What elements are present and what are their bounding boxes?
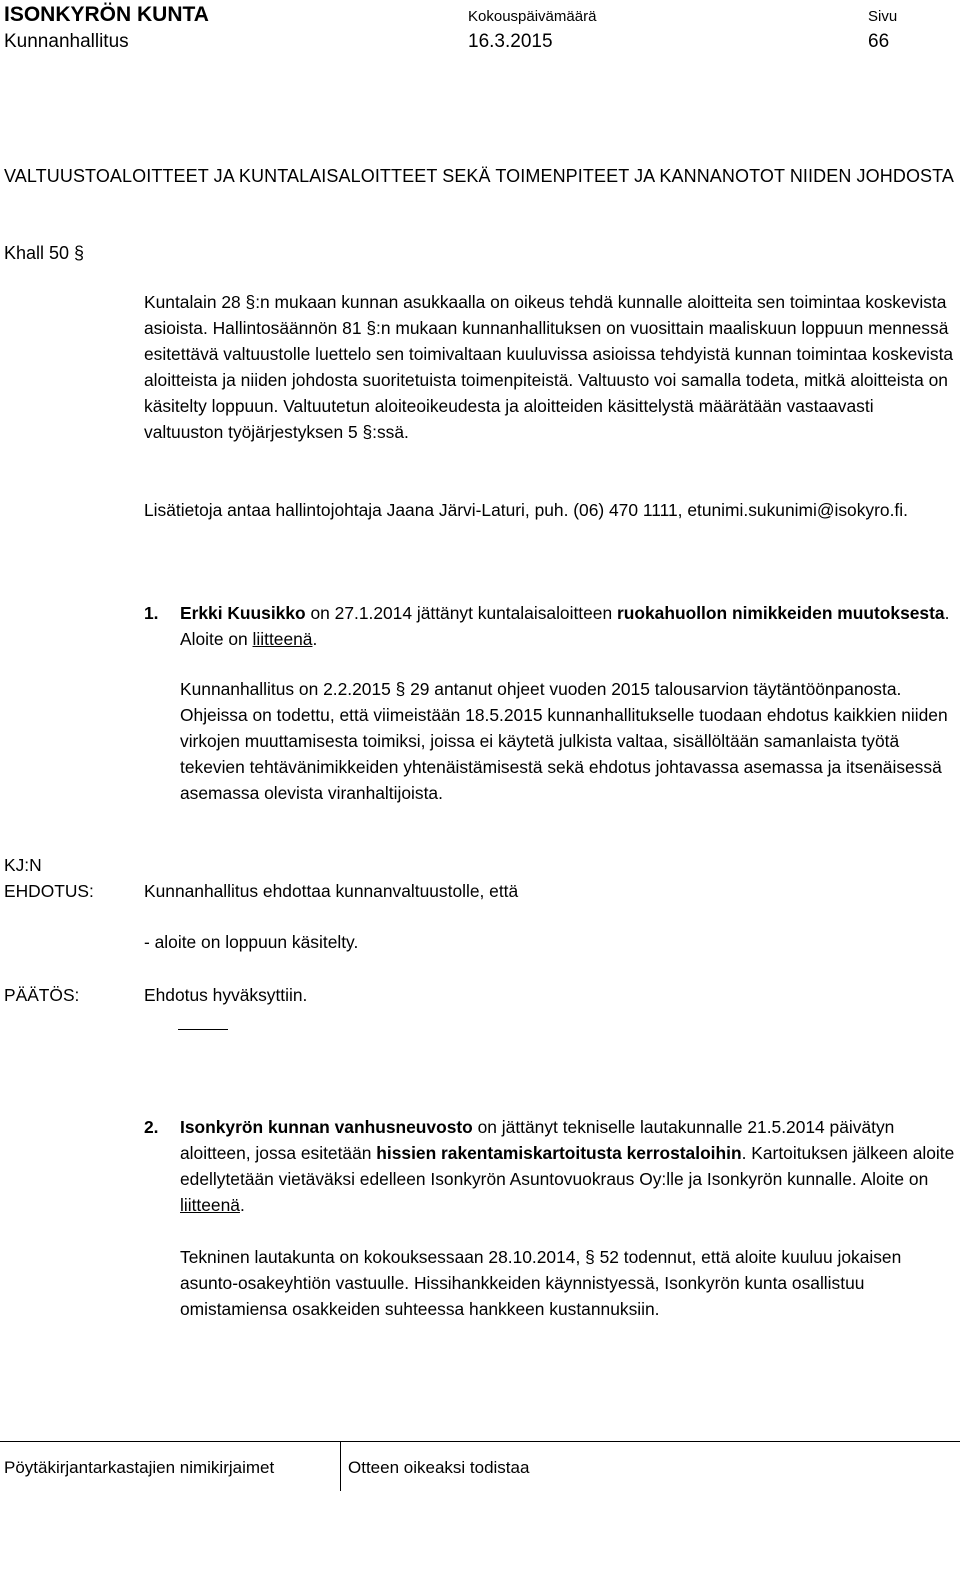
page-label: Sivu [868,8,898,25]
kjn-label: KJ:N [4,855,42,875]
item-text-c: . [312,629,318,649]
item-text-b: . Kartoituksen jälkeen aloite edellytetään vietäväksi edelleen Isonkyrön Asuntovuokraus Oy:lle ja Isonkyrön kunnalle. Aloite on [180,1143,955,1189]
footer-divider [340,1441,341,1491]
decision-label: PÄÄTÖS: [4,985,80,1005]
intro-text-1: Kuntalain 28 §:n mukaan kunnan asukkaalla on oikeus tehdä kunnalle aloitteita sen toimintaa koskevista asioista. Hallintosäännön 81 §:n mukaan kunnanhallituksen on vuosittain maaliskuun loppuun mennessä esitettävä valtuustolle luettelo sen toimivaltaan kuuluvissa asioissa tehdyistä kunnan toimintaa koskevista aloitteista ja niiden johdosta suoritetuista toimenpiteistä. Valtuusto voi samalla todeta, mitkä aloitteista on käsitelty loppuun. Valtuutetun aloiteoikeudesta ja aloitteiden käsittelystä määrätään vastaavasti valtuuston työjärjestyksen 5 §:ssä. [144,292,954,442]
followup-text: Tekninen lautakunta on kokouksessaan 28.10.2014, § 52 todennut, että aloite kuuluu jokaisen asunto-osakeyhtiön vastuulle. Hissihankkeiden käynnistyessä, Isonkyrön kunta osallistuu omistamiensa osakkeiden suhteessa hankkeen kustannuksiin. [180,1247,902,1319]
item-text-a: on 27.1.2014 jättänyt kuntalaisaloitteen [305,603,617,623]
footer-certified-label: Otteen oikeaksi todistaa [348,1458,530,1477]
item-author: Isonkyrön kunnan vanhusneuvosto [180,1117,473,1137]
section-number: Khall 50 § [4,243,85,263]
followup-text: Kunnanhallitus on 2.2.2015 § 29 antanut ohjeet vuoden 2015 talousarvion täytäntöönpanosta. Ohjeissa on todettu, että viimeistään 18.5.2015 kunnanhallitukselle tuodaan ehdotus kaikkien niiden virkojen muuttamisesta toimiksi, joissa ei käytetä julkista valtaa, sisällöltään samanlaista työtä tekevien tehtävänimikkeiden yhtenäistämisestä sekä ehdotus johtavassa asemassa ja itsenäisessä asemassa olevista viranhaltijoista. [180,679,948,803]
body-name: Kunnanhallitus [4,31,129,52]
attachment-link[interactable]: liitteenä [252,629,313,649]
proposal-bullet: - aloite on loppuun käsitelty. [144,932,359,952]
item-text [180,1114,956,1218]
item-1-followup [180,676,956,806]
date-label: Kokouspäivämäärä [468,8,597,25]
page-number: 66 [868,31,890,52]
intro-paragraph-1 [144,289,956,445]
item-text-c: . [239,1195,245,1215]
initiative-item-1 [144,600,956,654]
item-text [180,600,956,652]
item-2-followup [180,1244,956,1322]
item-subject: hissien rakentamiskartoitusta kerrostaloihin [376,1143,742,1163]
separator-line [178,1029,228,1030]
document-title: VALTUUSTOALOITTEET JA KUNTALAISALOITTEET SEKÄ TOIMENPITEET JA KANNANOTOT NIIDEN JOHDOSTA [4,166,955,186]
organization-name: ISONKYRÖN KUNTA [4,3,209,26]
footer-rule [0,1441,960,1442]
proposal-text: Kunnanhallitus ehdottaa kunnanvaltuustolle, että [144,881,519,901]
decision-text: Ehdotus hyväksyttiin. [144,985,308,1005]
attachment-link[interactable]: liitteenä [180,1195,240,1215]
item-number: 1. [144,603,159,623]
proposal-label: EHDOTUS: [4,881,94,901]
item-text-b: . Aloite on [180,603,950,649]
footer-initials-label: Pöytäkirjantarkastajien nimikirjaimet [4,1458,275,1477]
intro-paragraph-2 [144,497,956,523]
item-author: Erkki Kuusikko [180,603,306,623]
item-number: 2. [144,1117,159,1137]
date-value: 16.3.2015 [468,31,553,52]
item-subject: ruokahuollon nimikkeiden muutoksesta [616,603,945,623]
initiative-item-2 [144,1114,956,1220]
intro-text-2: Lisätietoja antaa hallintojohtaja Jaana Järvi-Laturi, puh. (06) 470 1111, etunimi.sukunimi@isokyro.fi. [144,500,908,520]
item-text-a: on jättänyt tekniselle lautakunnalle 21.5.2014 päivätyn aloitteen, jossa esitetään [180,1117,895,1163]
